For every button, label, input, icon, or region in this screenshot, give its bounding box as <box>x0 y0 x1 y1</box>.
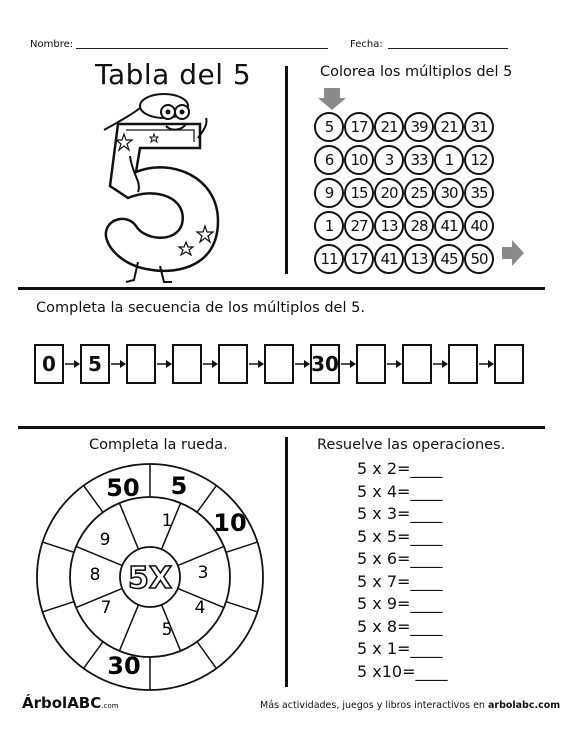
date-field[interactable] <box>388 48 508 49</box>
sequence-arrow-icon <box>110 357 126 371</box>
number-circle[interactable]: 27 <box>344 211 374 241</box>
sequence-arrow-icon <box>202 357 218 371</box>
operation-item[interactable]: 5 x 4=____ <box>357 481 443 501</box>
sequence-box[interactable] <box>448 344 478 384</box>
footer-text <box>260 700 560 711</box>
wheel-inner-8: 8 <box>89 565 101 585</box>
divider-horizontal-2 <box>18 426 545 429</box>
sequence-box: 30 <box>310 344 340 384</box>
wheel-outer-30: 30 <box>107 652 141 680</box>
number-circle[interactable]: 13 <box>374 211 404 241</box>
operations-instruction: Resuelve las operaciones. <box>317 437 506 453</box>
brand-suffix: .com <box>101 702 119 710</box>
number-circle[interactable]: 45 <box>434 244 464 274</box>
operation-item[interactable]: 5 x10=____ <box>357 661 448 681</box>
sequence-box: 5 <box>80 344 110 384</box>
number-circle[interactable]: 1 <box>314 211 344 241</box>
wheel-instruction: Completa la rueda. <box>89 437 228 453</box>
sequence-arrow-icon <box>294 357 310 371</box>
operations-list <box>357 458 448 683</box>
color-instruction: Colorea los múltiplos del 5 <box>320 64 513 80</box>
name-label: Nombre: <box>30 39 74 50</box>
number-circle[interactable]: 41 <box>374 244 404 274</box>
number-circle[interactable]: 40 <box>464 211 494 241</box>
wheel-outer-50: 50 <box>106 474 140 502</box>
wheel-inner-7: 7 <box>100 598 112 618</box>
number-circle[interactable]: 3 <box>374 145 404 175</box>
sequence-arrow-icon <box>386 357 402 371</box>
number-circle[interactable]: 11 <box>314 244 344 274</box>
number-circle[interactable]: 50 <box>464 244 494 274</box>
number-circle[interactable]: 31 <box>464 112 494 142</box>
operation-item[interactable]: 5 x 1=____ <box>357 639 443 658</box>
number-circle[interactable]: 13 <box>404 244 434 274</box>
operation-item[interactable]: 5 x 7=____ <box>357 571 443 591</box>
date-label: Fecha: <box>350 39 383 50</box>
operation-item[interactable]: 5 x 8=____ <box>357 616 443 636</box>
number-circle[interactable]: 33 <box>404 145 434 175</box>
footer-caption: Más actividades, juegos y libros interactivos en <box>260 700 488 711</box>
number-circle[interactable]: 35 <box>464 178 494 208</box>
number-circle[interactable]: 21 <box>374 112 404 142</box>
number-circle[interactable]: 28 <box>404 211 434 241</box>
number-circle[interactable]: 41 <box>434 211 464 241</box>
number-circle[interactable]: 15 <box>344 178 374 208</box>
sequence-arrow-icon <box>340 357 356 371</box>
number-circle[interactable]: 20 <box>374 178 404 208</box>
number-circle[interactable]: 10 <box>344 145 374 175</box>
operation-item[interactable]: 5 x 5=____ <box>357 526 443 546</box>
wheel-inner-4: 4 <box>194 598 206 618</box>
wheel-outer-5: 5 <box>170 472 188 500</box>
sequence-instruction: Completa la secuencia de los múltiplos del 5. <box>36 300 365 316</box>
name-field[interactable] <box>76 48 328 49</box>
number-circle[interactable]: 6 <box>314 145 344 175</box>
wheel-center-label: 5X <box>127 561 173 596</box>
number-circle[interactable]: 30 <box>434 178 464 208</box>
sequence-box[interactable] <box>402 344 432 384</box>
sequence-box[interactable] <box>494 344 524 384</box>
footer-link[interactable]: arbolabc.com <box>487 700 561 711</box>
sequence-arrow-icon <box>432 357 448 371</box>
multiplication-wheel <box>20 460 280 695</box>
divider-vertical-bottom <box>285 437 288 687</box>
page-title: Tabla del 5 <box>95 58 252 91</box>
number-circle[interactable]: 1 <box>434 145 464 175</box>
operation-item[interactable]: 5 x 9=____ <box>357 594 443 613</box>
number-circle[interactable]: 21 <box>434 112 464 142</box>
divider-horizontal-1 <box>18 287 545 290</box>
sequence-box[interactable] <box>172 344 202 384</box>
sequence-box[interactable] <box>218 344 248 384</box>
operation-item[interactable]: 5 x 3=____ <box>357 504 443 523</box>
number-circle[interactable]: 12 <box>464 145 494 175</box>
brand-logo <box>22 694 118 712</box>
sequence-box[interactable] <box>356 344 386 384</box>
number-circle[interactable]: 5 <box>314 112 344 142</box>
wheel-inner-9: 9 <box>99 530 111 550</box>
divider-vertical-top <box>285 66 288 274</box>
number-circle[interactable]: 25 <box>404 178 434 208</box>
operation-item[interactable]: 5 x 6=____ <box>357 549 443 568</box>
number-circle[interactable]: 9 <box>314 178 344 208</box>
sequence-box[interactable] <box>264 344 294 384</box>
wheel-outer-10: 10 <box>213 509 247 537</box>
wheel-inner-5: 5 <box>161 620 173 640</box>
wheel-inner-1: 1 <box>161 511 173 531</box>
sequence-arrow-icon <box>478 357 494 371</box>
five-character-illustration <box>90 86 235 286</box>
operation-item[interactable]: 5 x 2=____ <box>357 459 443 478</box>
down-arrow-icon <box>318 88 346 110</box>
sequence-arrow-icon <box>156 357 172 371</box>
number-circle[interactable]: 17 <box>344 244 374 274</box>
wheel-inner-3: 3 <box>197 563 209 583</box>
sequence-box[interactable] <box>126 344 156 384</box>
sequence-row <box>34 344 524 384</box>
sequence-arrow-icon <box>248 357 264 371</box>
number-circle[interactable]: 39 <box>404 112 434 142</box>
sequence-box: 0 <box>34 344 64 384</box>
multiples-grid <box>314 112 494 274</box>
right-arrow-icon <box>502 240 524 266</box>
sequence-arrow-icon <box>64 357 80 371</box>
brand-name: ÁrbolABC <box>22 694 102 712</box>
number-circle[interactable]: 17 <box>344 112 374 142</box>
